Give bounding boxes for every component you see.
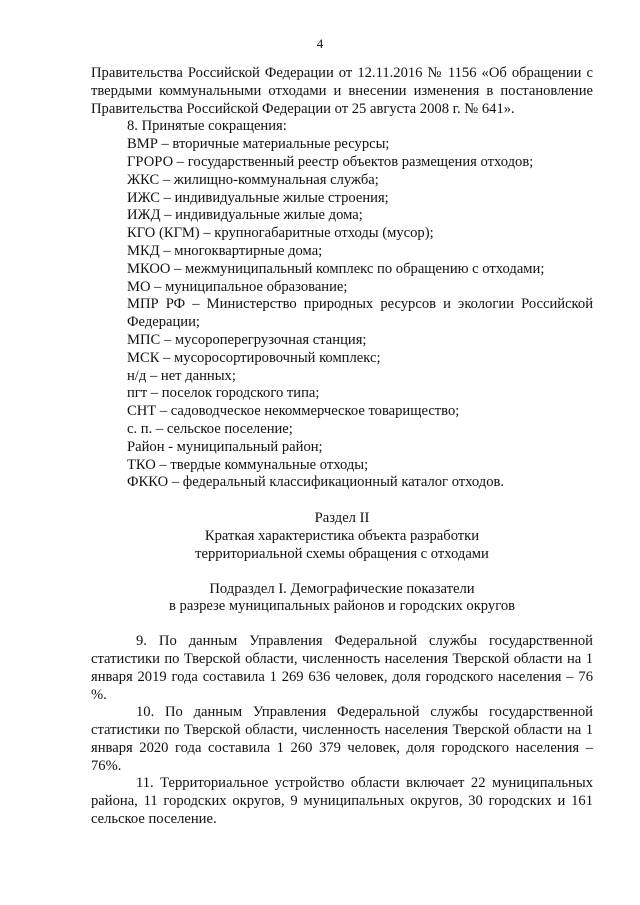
abbreviations-heading: 8. Принятые сокращения: xyxy=(127,118,287,135)
section-subtitle-line-1: Краткая характеристика объекта разработки xyxy=(204,527,480,544)
abbreviation-item: МКОО – межмуниципальный комплекс по обращению с отходами; xyxy=(127,260,545,277)
abbreviation-item: пгт – поселок городского типа; xyxy=(127,385,320,402)
abbreviation-item: н/д – нет данных; xyxy=(127,367,236,384)
abbreviation-item-text: МПР РФ – Министерство природных ресурсов и экологии Российской Федерации; xyxy=(127,296,593,331)
section-title: Раздел II xyxy=(314,510,370,527)
document-body xyxy=(91,65,593,829)
abbreviation-item: МПС – мусороперегрузочная станция; xyxy=(127,331,367,348)
abbreviation-item: ГРОРО – государственный реестр объектов размещения отходов; xyxy=(127,153,534,170)
abbreviation-item: МКД – многоквартирные дома; xyxy=(127,242,323,259)
abbreviation-item: СНТ – садоводческое некоммерческое товарищество; xyxy=(127,403,460,420)
abbreviation-item: ИЖД – индивидуальные жилые дома; xyxy=(127,207,363,224)
abbreviation-item: с. п. – сельское поселение; xyxy=(127,420,293,437)
paragraph-9: 9. По данным Управления Федеральной службы государственной статистики по Тверской области, численность населения Тверской области на 1 января 2019 года составила 1 269 636 человек, доля городского населения – 76 %. xyxy=(91,633,593,703)
abbreviation-item: ЖКС – жилищно-коммунальная служба; xyxy=(127,171,379,188)
abbreviations-list xyxy=(91,118,593,492)
paragraph-11: 11. Территориальное устройство области включает 22 муниципальных района, 11 городских округов, 9 муниципальных округов, 30 городских и 161 сельское поселение. xyxy=(91,775,593,828)
abbreviation-item: ФККО – федеральный классификационный каталог отходов. xyxy=(127,474,505,491)
intro-paragraph: Правительства Российской Федерации от 12.11.2016 № 1156 «Об обращении с твердыми коммунальными отходами и внесении изменения в постановление Правительства Российской Федерации от 25 августа 2008 г. № 641». xyxy=(91,65,593,117)
abbreviation-item: ВМР – вторичные материальные ресурсы; xyxy=(127,136,390,153)
page-number: 4 xyxy=(316,36,324,51)
abbreviation-item xyxy=(91,296,593,332)
abbreviation-item: КГО (КГМ) – крупногабаритные отходы (мусор); xyxy=(127,225,434,242)
subsection-title-line-2: в разрезе муниципальных районов и городских округов xyxy=(168,598,516,615)
abbreviation-item: ИЖС – индивидуальные жилые строения; xyxy=(127,189,389,206)
section-subtitle-line-2: территориальной схемы обращения с отходами xyxy=(195,545,489,562)
abbreviation-item: МСК – мусоросортировочный комплекс; xyxy=(127,349,381,366)
abbreviation-item: ТКО – твердые коммунальные отходы; xyxy=(127,456,369,473)
abbreviation-item: МО – муниципальное образование; xyxy=(127,278,348,295)
subsection-title-line-1: Подраздел I. Демографические показатели xyxy=(209,580,475,597)
paragraph-10: 10. По данным Управления Федеральной службы государственной статистики по Тверской области, численность населения Тверской области на 1 января 2020 года составила 1 260 379 человек, доля городского населения – 76%. xyxy=(91,704,593,774)
abbreviation-item: Район - муниципальный район; xyxy=(127,438,323,455)
